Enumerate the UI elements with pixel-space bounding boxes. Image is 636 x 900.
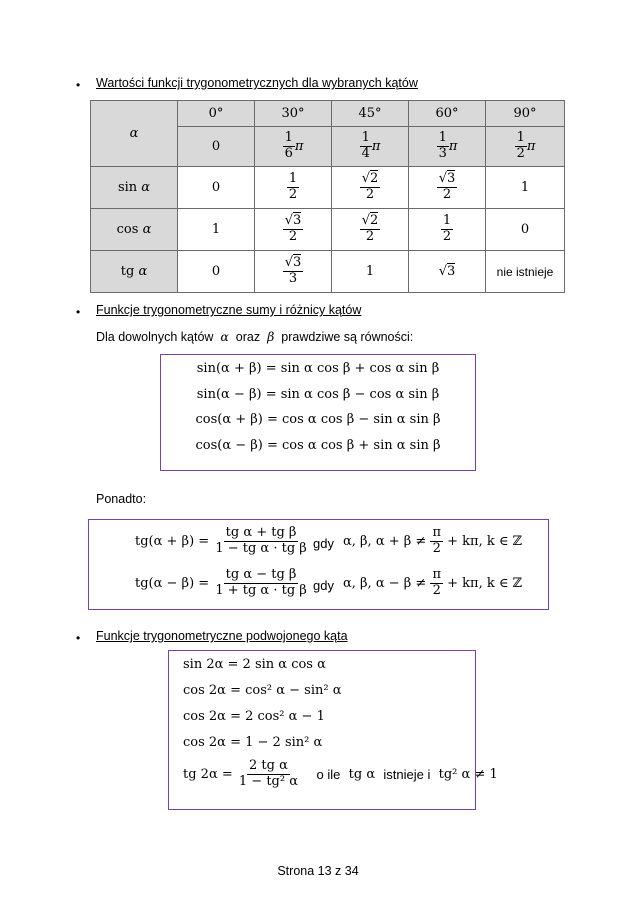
cos-30: $\frac{√3}{2}$ xyxy=(255,209,332,251)
bullet: • xyxy=(76,631,81,645)
formula-sin2a: sin 2α = 2 sin α cos α xyxy=(183,657,326,672)
section-heading-double-angle: Funkcje trygonometryczne podwojonego kąta xyxy=(96,629,348,643)
cos-label: cos α xyxy=(91,209,178,251)
rad-90: $\frac{1}{2}$ π xyxy=(486,127,565,167)
formula-tg2a: tg 2α = $\frac{\text{2 tg α}}{\text{1 − tg² α}}$ o ile tg α istnieje i tg² α ≠ 1 xyxy=(183,758,498,789)
tg-60: √3 xyxy=(409,251,486,293)
tg-45: 1 xyxy=(332,251,409,293)
sin-90: 1 xyxy=(486,167,565,209)
rad-45: $\frac{1}{4}$ π xyxy=(332,127,409,167)
formula-sin-sum: sin(α + β) = sin α cos β + cos α sin β xyxy=(196,361,440,376)
sin-label: sin α xyxy=(91,167,178,209)
condition-tg-sum: α, β, α + β ≠ $\frac{\pi}{2}$ + kπ, k ∈ ℤ xyxy=(343,525,523,556)
double-angle-box xyxy=(168,650,498,810)
rad-60: $\frac{1}{3}$ π xyxy=(409,127,486,167)
cos-90: 0 xyxy=(486,209,565,251)
sin-60: $\frac{√3}{2}$ xyxy=(409,167,486,209)
deg-45: 45° xyxy=(332,101,409,127)
tg-0: 0 xyxy=(178,251,255,293)
ponadto-label: Ponadto: xyxy=(96,492,147,506)
formula-sin-diff: sin(α − β) = sin α cos β − cos α sin β xyxy=(196,387,440,402)
tg-label: tg α xyxy=(91,251,178,293)
cos-60: $\frac{1}{2}$ xyxy=(409,209,486,251)
sin-30: $\frac{1}{2}$ xyxy=(255,167,332,209)
rad-30: $\frac{1}{6}$ π xyxy=(255,127,332,167)
tg-90: nie istnieje xyxy=(486,251,565,293)
deg-60: 60° xyxy=(409,101,486,127)
bullet: • xyxy=(76,78,81,92)
condition-tg-diff: α, β, α − β ≠ $\frac{\pi}{2}$ + kπ, k ∈ ℤ xyxy=(343,567,523,598)
section-heading-sum-diff: Funkcje trygonometryczne sumy i różnicy kątów xyxy=(96,303,362,317)
formula-cos-diff: cos(α − β) = cos α cos β + sin α sin β xyxy=(195,438,441,453)
formula-tg-sum: tg(α + β) = $\frac{\text{tg α + tg β}}{\text{1 − tg α · tg β}}$ xyxy=(135,525,307,556)
sin-0: 0 xyxy=(178,167,255,209)
formula-cos2a-2: cos 2α = 2 cos² α − 1 xyxy=(183,709,325,724)
gdy-label: gdy xyxy=(313,536,334,551)
trig-values-table xyxy=(90,100,565,293)
formula-cos-sum: cos(α + β) = cos α cos β − sin α sin β xyxy=(195,412,441,427)
alpha-header-cell: α xyxy=(91,101,178,167)
page-footer: Strona 13 z 34 xyxy=(277,864,359,878)
formula-cos2a-3: cos 2α = 1 − 2 sin² α xyxy=(183,735,323,750)
cos-0: 1 xyxy=(178,209,255,251)
deg-0: 0° xyxy=(178,101,255,127)
sin-45: $\frac{√2}{2}$ xyxy=(332,167,409,209)
rad-0: 0 xyxy=(178,127,255,167)
tg-30: $\frac{√3}{3}$ xyxy=(255,251,332,293)
cos-45: $\frac{√2}{2}$ xyxy=(332,209,409,251)
formula-tg-diff: tg(α − β) = $\frac{\text{tg α − tg β}}{\text{1 + tg α · tg β}}$ xyxy=(135,567,307,598)
deg-90: 90° xyxy=(486,101,565,127)
bullet: • xyxy=(76,305,81,319)
section-heading-values: Wartości funkcji trygonometrycznych dla wybranych kątów xyxy=(96,76,418,90)
tg-sum-diff-box xyxy=(88,519,549,610)
sum-diff-formulas-box xyxy=(160,354,476,471)
gdy-label: gdy xyxy=(313,578,334,593)
deg-30: 30° xyxy=(255,101,332,127)
intro-text: Dla dowolnych kątów α oraz β prawdziwe są równości: xyxy=(96,329,414,344)
formula-cos2a-1: cos 2α = cos² α − sin² α xyxy=(183,683,342,698)
